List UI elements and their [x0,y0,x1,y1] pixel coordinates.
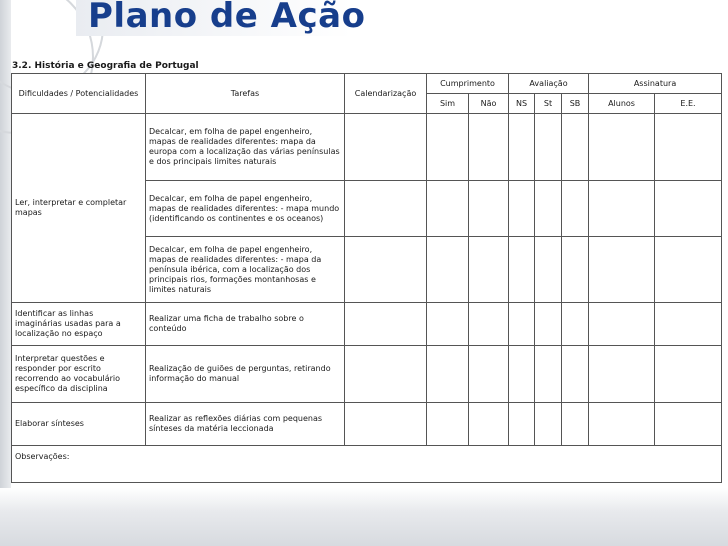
header-st: St [535,94,562,114]
ee-cell [655,303,722,346]
header-schedule: Calendarização [345,74,427,114]
header-difficulties: Dificuldades / Potencialidades [12,74,146,114]
section-title: 3.2. História e Geografia de Portugal [12,61,199,71]
task-cell: Decalcar, em folha de papel engenheiro, mapas de realidades diferentes: - mapa da península ibérica, com a localização dos principais rios, formações montanhosas e limites naturais [146,237,345,303]
students-cell [589,346,655,403]
students-cell [589,114,655,181]
page-title: Plano de Ação [88,0,366,36]
no-cell [469,346,509,403]
schedule-cell [345,403,427,446]
sb-cell [562,403,589,446]
st-cell [535,114,562,181]
task-cell: Decalcar, em folha de papel engenheiro, mapas de realidades diferentes: mapa da europa com a localização das várias penínsulas e dos principais limites naturais [146,114,345,181]
action-plan-table [11,73,722,483]
header-evaluation: Avaliação [509,74,589,94]
ns-cell [509,303,535,346]
ee-cell [655,181,722,237]
schedule-cell [345,346,427,403]
ee-cell [655,403,722,446]
header-yes: Sim [427,94,469,114]
sb-cell [562,303,589,346]
header-signature: Assinatura [589,74,722,94]
yes-cell [427,346,469,403]
ns-cell [509,403,535,446]
ns-cell [509,346,535,403]
header-ee: E.E. [655,94,722,114]
header-tasks: Tarefas [146,74,345,114]
st-cell [535,403,562,446]
header-ns: NS [509,94,535,114]
students-cell [589,237,655,303]
task-cell: Decalcar, em folha de papel engenheiro, mapas de realidades diferentes: - mapa mundo (identificando os continentes e os oceanos) [146,181,345,237]
schedule-cell [345,237,427,303]
task-cell: Realização de guiões de perguntas, retirando informação do manual [146,346,345,403]
ee-cell [655,114,722,181]
schedule-cell [345,303,427,346]
st-cell [535,237,562,303]
ns-cell [509,181,535,237]
header-students: Alunos [589,94,655,114]
difficulty-cell: Elaborar sínteses [12,403,146,446]
task-cell: Realizar uma ficha de trabalho sobre o conteúdo [146,303,345,346]
difficulty-cell: Identificar as linhas imaginárias usadas para a localização no espaço [12,303,146,346]
observations-row [12,446,722,483]
schedule-cell [345,114,427,181]
sb-cell [562,181,589,237]
sb-cell [562,346,589,403]
header-completion: Cumprimento [427,74,509,94]
no-cell [469,303,509,346]
table-row [12,303,722,346]
yes-cell [427,114,469,181]
sb-cell [562,114,589,181]
observations-field[interactable]: Observações: [12,446,722,483]
st-cell [535,303,562,346]
sb-cell [562,237,589,303]
yes-cell [427,403,469,446]
students-cell [589,403,655,446]
task-cell: Realizar as reflexões diárias com pequenas sínteses da matéria leccionada [146,403,345,446]
yes-cell [427,181,469,237]
ee-cell [655,346,722,403]
ns-cell [509,237,535,303]
ee-cell [655,237,722,303]
schedule-cell [345,181,427,237]
students-cell [589,181,655,237]
table-row [12,346,722,403]
yes-cell [427,237,469,303]
header-row [12,74,722,94]
header-no: Não [469,94,509,114]
students-cell [589,303,655,346]
st-cell [535,346,562,403]
slide-bottom-band [0,488,728,546]
st-cell [535,181,562,237]
no-cell [469,403,509,446]
table-row [12,114,722,181]
difficulty-cell: Interpretar questões e responder por escrito recorrendo ao vocabulário específico da disciplina [12,346,146,403]
no-cell [469,114,509,181]
no-cell [469,181,509,237]
ns-cell [509,114,535,181]
table-row [12,403,722,446]
yes-cell [427,303,469,346]
header-sb: SB [562,94,589,114]
no-cell [469,237,509,303]
difficulty-cell: Ler, interpretar e completar mapas [12,114,146,303]
